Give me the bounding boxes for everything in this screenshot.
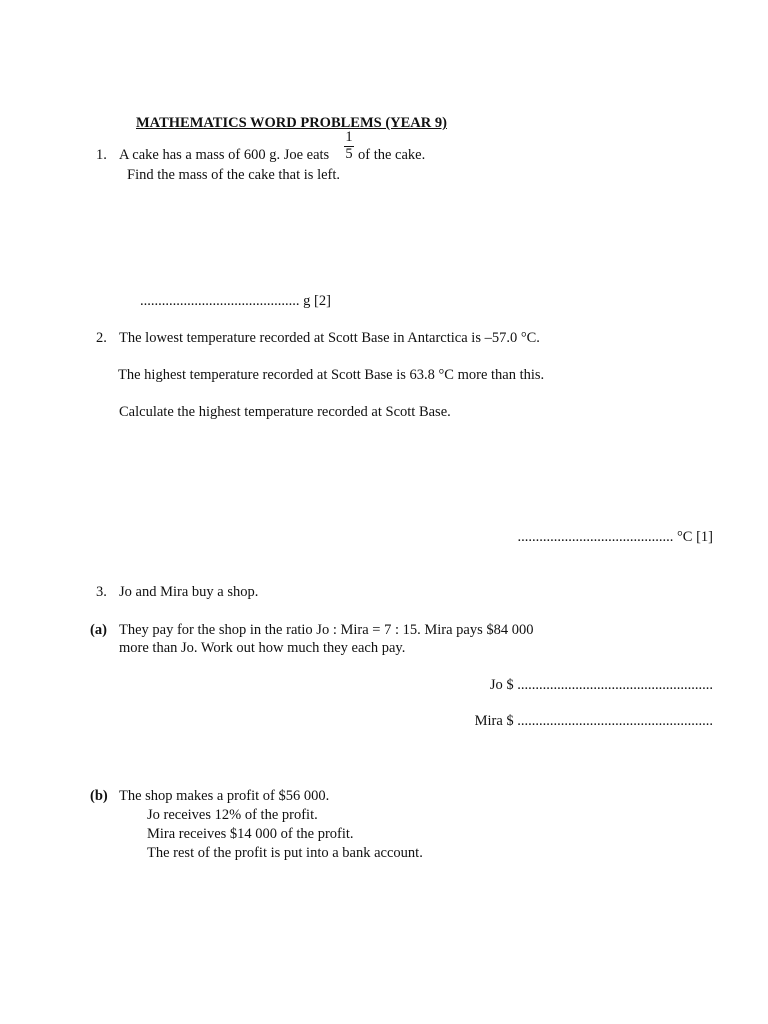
question-3a-label: (a) xyxy=(90,622,107,638)
question-3-intro: Jo and Mira buy a shop. xyxy=(119,584,259,600)
question-1-answer-line[interactable]: ............................................ g [2] xyxy=(140,293,331,309)
question-3-number: 3. xyxy=(96,584,107,600)
question-3a-line-1: They pay for the shop in the ratio Jo : Mira = 7 : 15. Mira pays $84 000 xyxy=(119,622,534,638)
question-2-line-3: Calculate the highest temperature recorded at Scott Base. xyxy=(119,404,451,420)
question-2-line-2: The highest temperature recorded at Scott Base is 63.8 °C more than this. xyxy=(118,367,545,383)
page-title: MATHEMATICS WORD PROBLEMS (YEAR 9) xyxy=(136,115,447,131)
question-1-fraction-numerator: 1 xyxy=(345,129,353,145)
question-1-text-before: A cake has a mass of 600 g. Joe eats xyxy=(119,147,330,163)
question-2-line-1: The lowest temperature recorded at Scott Base in Antarctica is –57.0 °C. xyxy=(119,330,540,346)
question-2-answer-line[interactable]: ........................................... °C [1] xyxy=(517,529,713,545)
question-3a-jo-answer[interactable]: Jo $ ...................................................... xyxy=(489,677,713,693)
question-3b-line-3: Mira receives $14 000 of the profit. xyxy=(147,826,354,842)
question-3a-mira-answer[interactable]: Mira $ ...................................................... xyxy=(474,713,713,729)
question-1-number: 1. xyxy=(96,147,107,163)
question-3b-line-1: The shop makes a profit of $56 000. xyxy=(119,788,330,804)
question-1-fraction-denominator: 5 xyxy=(345,146,353,162)
question-2-number: 2. xyxy=(96,330,107,346)
question-3b-line-2: Jo receives 12% of the profit. xyxy=(147,807,318,823)
question-3a-line-2: more than Jo. Work out how much they each pay. xyxy=(119,640,406,656)
question-3b-line-4: The rest of the profit is put into a bank account. xyxy=(147,845,423,861)
question-1-line-2: Find the mass of the cake that is left. xyxy=(127,167,341,183)
question-1-text-after: of the cake. xyxy=(358,147,426,163)
question-3b-label: (b) xyxy=(90,788,108,804)
